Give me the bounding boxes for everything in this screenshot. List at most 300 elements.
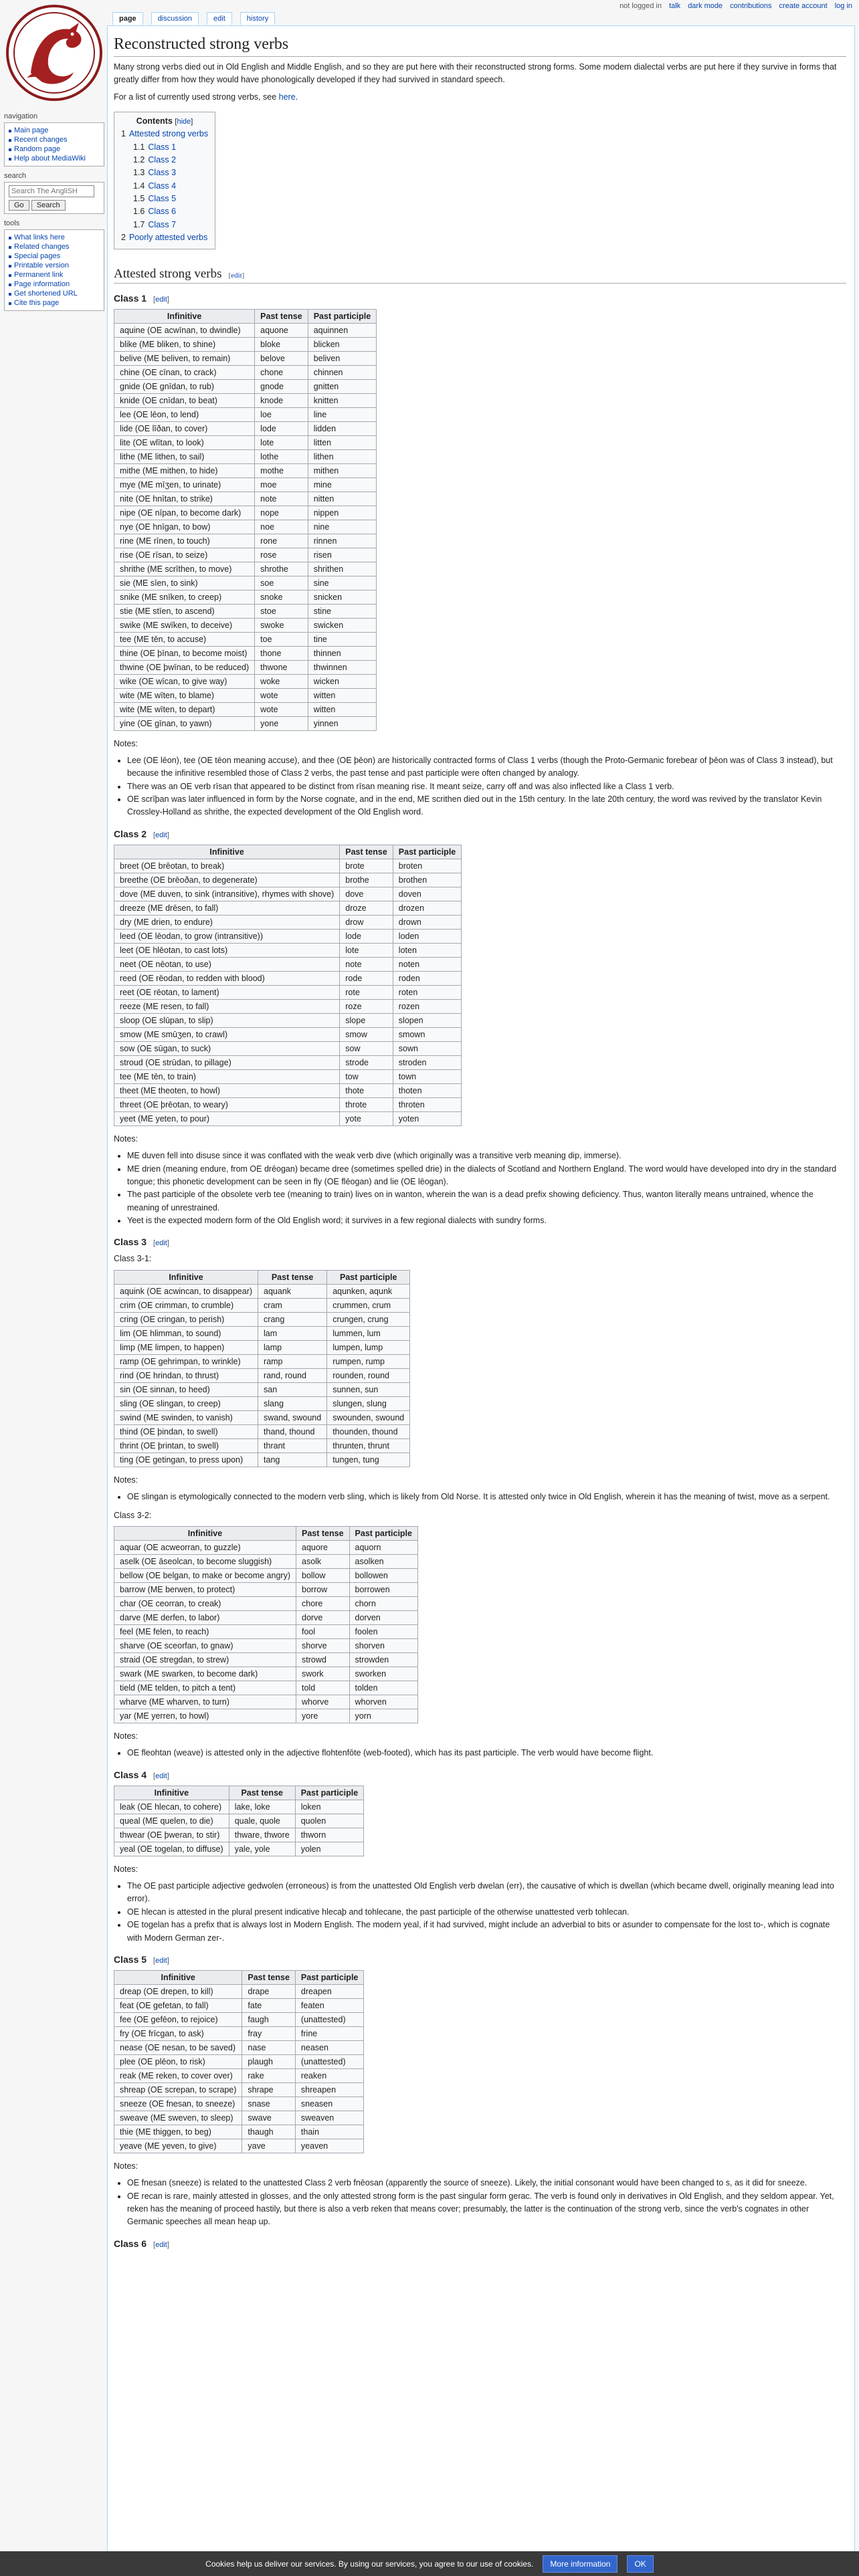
note-item: • ME duven fell into disuse since it was conflated with the weak verb dive (which originally was a transitive verb meaning dip, immerse).: [127, 1150, 846, 1162]
toc-item-label[interactable]: Attested strong verbs: [128, 129, 209, 139]
past-tense-cell: thrant: [258, 1438, 327, 1453]
infinitive-cell: stie (ME stīen, to ascend): [114, 604, 255, 618]
table-header-row: [114, 309, 377, 323]
table-row: [114, 943, 462, 957]
infinitive-cell: lithe (ME lithen, to sail): [114, 449, 255, 463]
sidebar-item-printable-version[interactable]: Printable version: [9, 261, 100, 270]
toc-item[interactable]: [121, 154, 208, 167]
toc-item-number: 1.5: [133, 194, 145, 203]
table-row: [114, 702, 377, 716]
column-header-past-participle: Past participle: [308, 309, 376, 323]
personal-tools: [619, 2, 852, 10]
page-tabs: [112, 12, 275, 25]
sidebar-item-shortened-url[interactable]: Get shortened URL: [9, 289, 100, 298]
infinitive-cell: swike (ME swīken, to deceive): [114, 618, 255, 632]
verb-table-class-4: [114, 1786, 364, 1856]
past-participle-cell: thwinnen: [308, 660, 376, 674]
edit-link[interactable]: edit: [155, 295, 167, 304]
intro-paragraph: Many strong verbs died out in Old English and Middle English, and so they are put here with their reconstructed strong forms. Some modern dialectal verbs are put here if they survive in forms that greatly differ from how they would have phonologically developed if they had survived in standard speech.: [114, 62, 837, 85]
toc-item-label[interactable]: Class 1: [148, 142, 177, 152]
past-participle-cell: sunnen, sun: [327, 1382, 410, 1396]
table-row: [114, 1083, 462, 1097]
edit-link[interactable]: edit: [155, 1239, 167, 1248]
past-participle-cell: chorn: [349, 1596, 417, 1610]
sidebar-item-page-information[interactable]: Page information: [9, 280, 100, 289]
past-tense-cell: shrothe: [255, 562, 308, 576]
infinitive-cell: nease (OE nesan, to be saved): [114, 2040, 242, 2054]
edit-link[interactable]: edit: [155, 1956, 167, 1965]
ok-button[interactable]: OK: [627, 2555, 653, 2573]
past-tense-cell: brote: [340, 859, 393, 873]
heading-class-3: Class 3 [edit]: [114, 1237, 169, 1248]
notes-label: Notes:: [114, 1475, 138, 1485]
past-participle-cell: tine: [308, 632, 376, 646]
past-participle-cell: frine: [295, 2026, 363, 2040]
infinitive-cell: char (OE ceorran, to creak): [114, 1596, 296, 1610]
infinitive-cell: wite (ME wīten, to depart): [114, 702, 255, 716]
past-tense-cell: strode: [340, 1055, 393, 1069]
past-participle-cell: aquinnen: [308, 323, 376, 337]
table-row: [114, 1596, 418, 1610]
toc-item-number: 1.3: [133, 168, 145, 178]
infinitive-cell: aquink (OE acwincan, to disappear): [114, 1284, 258, 1298]
infinitive-cell: lite (OE wlītan, to look): [114, 435, 255, 449]
search-button[interactable]: Search: [31, 200, 66, 211]
table-row: [114, 548, 377, 562]
past-tense-cell: wote: [255, 688, 308, 702]
past-participle-cell: roten: [393, 985, 461, 999]
infinitive-cell: neet (OE nēotan, to use): [114, 957, 340, 971]
column-header-past-tense: Past tense: [296, 1526, 350, 1540]
table-row: [114, 604, 377, 618]
past-tense-cell: swork: [296, 1667, 350, 1681]
table-row: [114, 2139, 364, 2153]
tab-history[interactable]: history: [240, 12, 275, 25]
past-tense-cell: yale, yole: [229, 1842, 295, 1856]
past-participle-cell: knitten: [308, 393, 376, 407]
infinitive-cell: bellow (OE belgan, to make or become angry): [114, 1568, 296, 1582]
toc-item[interactable]: [121, 180, 208, 193]
infinitive-cell: leet (OE hlēotan, to cast lots): [114, 943, 340, 957]
past-participle-cell: rinnen: [308, 534, 376, 548]
table-row: [114, 449, 377, 463]
past-participle-cell: yeaven: [295, 2139, 363, 2153]
past-tense-cell: tang: [258, 1453, 327, 1467]
verb-table-class-5: [114, 1970, 364, 2153]
past-participle-cell: beliven: [308, 351, 376, 365]
infinitive-cell: reak (ME reken, to cover over): [114, 2068, 242, 2082]
table-row: [114, 1540, 418, 1554]
note-item: • OE hlecan is attested in the plural present indicative hlecaþ and tohlecane, the past participle of the otherwise unattested verb tohlecan.: [127, 1906, 846, 1919]
infinitive-cell: aquine (OE acwīnan, to dwindle): [114, 323, 255, 337]
table-of-contents: Contents [hide] 1 Attested strong verbs 1.1 Class 1 1.2 Class 2 1.3 Class 3 1.4 Class 4 1.5 Class 5 1.6 Class 6 1.7 Class 7 2 Poorly attested verbs: [114, 112, 215, 249]
infinitive-cell: lee (OE lēon, to lend): [114, 407, 255, 421]
past-participle-cell: tolden: [349, 1681, 417, 1695]
edit-link[interactable]: edit: [231, 271, 242, 280]
table-row: [114, 1382, 410, 1396]
past-tense-cell: yore: [296, 1709, 350, 1723]
table-row: [114, 1438, 410, 1453]
table-row: [114, 1998, 364, 2012]
tab-page[interactable]: page: [112, 12, 143, 25]
infinitive-cell: snike (ME snīken, to creep): [114, 590, 255, 604]
past-participle-cell: loden: [393, 929, 461, 943]
table-row: [114, 873, 462, 887]
toc-item[interactable]: [121, 219, 208, 231]
past-tense-cell: noe: [255, 520, 308, 534]
infinitive-cell: thrint (OE þrintan, to swell): [114, 1438, 258, 1453]
infinitive-cell: nite (OE hnītan, to strike): [114, 492, 255, 506]
site-logo[interactable]: [4, 3, 104, 103]
heading-class-2: Class 2 [edit]: [114, 828, 169, 839]
table-row: [114, 576, 377, 590]
infinitive-cell: smow (ME smūʒen, to crawl): [114, 1027, 340, 1041]
past-participle-cell: loken: [295, 1800, 363, 1814]
tab-edit[interactable]: edit: [207, 12, 232, 25]
past-participle-cell: mine: [308, 477, 376, 492]
past-tense-cell: lode: [340, 929, 393, 943]
table-row: [114, 1842, 364, 1856]
table-row: [114, 674, 377, 688]
past-tense-cell: rand, round: [258, 1368, 327, 1382]
infinitive-cell: shrithe (ME scrīthen, to move): [114, 562, 255, 576]
edit-link[interactable]: edit: [155, 1772, 167, 1780]
main-content: [107, 25, 855, 2576]
past-tense-cell: fray: [242, 2026, 296, 2040]
past-participle-cell: bollowen: [349, 1568, 417, 1582]
table-row: [114, 985, 462, 999]
note-item: • OE slingan is etymologically connected to the modern verb sling, which is likely from Old Norse. It is attested only twice in Old English, wherein it has the meaning of twist, move as a serpent.: [127, 1491, 846, 1503]
toc-item-number: 1.4: [133, 181, 145, 191]
table-row: [114, 1568, 418, 1582]
table-row: [114, 421, 377, 435]
column-header-past-participle: Past participle: [295, 1970, 363, 1984]
table-row: [114, 2111, 364, 2125]
infinitive-cell: rine (ME rīnen, to touch): [114, 534, 255, 548]
toc-item-number: 1.6: [133, 207, 145, 217]
column-header-past-tense: Past tense: [242, 1970, 296, 1984]
past-tense-cell: dorve: [296, 1610, 350, 1624]
toc-item-label[interactable]: Class 3: [148, 168, 177, 178]
sidebar-item-special-pages[interactable]: Special pages: [9, 251, 100, 261]
log-in-link[interactable]: log in: [834, 2, 852, 10]
past-participle-cell: yinnen: [308, 716, 376, 730]
past-tense-cell: quale, quole: [229, 1814, 295, 1828]
infinitive-cell: dreap (OE drepen, to kill): [114, 1984, 242, 1998]
note-item: • OE recan is rare, mainly attested in glosses, and the only attested strong form is the past singular form gerac. The verb is found only in derivatives in Old English, and they seldom appear. Yet, reken has the meaning of proceed hastily, but there is also a verb reken that means cover; presumably, the latter is the continuation of the strong verb, since the verb's cognates in other Germanic speeches all mean heap up.: [127, 2190, 846, 2229]
infinitive-cell: limp (ME limpen, to happen): [114, 1340, 258, 1354]
table-row: [114, 1284, 410, 1298]
infinitive-cell: lim (OE hlimman, to sound): [114, 1326, 258, 1340]
past-participle-cell: reaken: [295, 2068, 363, 2082]
past-participle-cell: sworken: [349, 1667, 417, 1681]
past-tense-cell: aquank: [258, 1284, 327, 1298]
past-tense-cell: mothe: [255, 463, 308, 477]
table-row: [114, 1800, 364, 1814]
note-item: • There was an OE verb rīsan that appeared to be distinct from rīsan meaning rise. It meant seize, carry off and was also inflected like a Class 1 verb.: [127, 780, 846, 793]
notes-class-1: [127, 754, 846, 819]
create-account-link[interactable]: create account: [779, 2, 828, 10]
past-tense-cell: thone: [255, 646, 308, 660]
infinitive-cell: rise (OE rīsan, to seize): [114, 548, 255, 562]
infinitive-cell: sow (OE sūgan, to suck): [114, 1041, 340, 1055]
infinitive-cell: aquar (OE acweorran, to guzzle): [114, 1540, 296, 1554]
search-heading: search: [4, 172, 27, 180]
past-tense-cell: asolk: [296, 1554, 350, 1568]
past-participle-cell: thoten: [393, 1083, 461, 1097]
table-row: [114, 1069, 462, 1083]
past-participle-cell: witten: [308, 702, 376, 716]
table-row: [114, 407, 377, 421]
past-tense-cell: rake: [242, 2068, 296, 2082]
notes-class-5: [127, 2177, 846, 2229]
past-participle-cell: dorven: [349, 1610, 417, 1624]
sidebar-item-main-page[interactable]: Main page: [9, 126, 100, 135]
past-tense-cell: yote: [340, 1111, 393, 1125]
tab-discussion[interactable]: discussion: [151, 12, 199, 25]
past-participle-cell: asolken: [349, 1554, 417, 1568]
notes-class-2: [127, 1150, 846, 1227]
infinitive-cell: wike (OE wīcan, to give way): [114, 674, 255, 688]
past-tense-cell: thaugh: [242, 2125, 296, 2139]
column-header-infinitive: Infinitive: [114, 1526, 296, 1540]
infinitive-cell: fee (OE gefēon, to rejoice): [114, 2012, 242, 2026]
past-participle-cell: wicken: [308, 674, 376, 688]
past-participle-cell: strowden: [349, 1652, 417, 1667]
table-row: [114, 351, 377, 365]
infinitive-cell: sie (ME sīen, to sink): [114, 576, 255, 590]
column-header-infinitive: Infinitive: [114, 1786, 229, 1800]
infinitive-cell: reeze (ME resen, to fall): [114, 999, 340, 1013]
infinitive-cell: queal (ME quelen, to die): [114, 1814, 229, 1828]
more-information-button[interactable]: More information: [543, 2555, 617, 2573]
infinitive-cell: plee (OE plēon, to risk): [114, 2054, 242, 2068]
toc-item[interactable]: [121, 141, 208, 154]
infinitive-cell: lide (OE līðan, to cover): [114, 421, 255, 435]
infinitive-cell: nye (OE hnīgan, to bow): [114, 520, 255, 534]
past-participle-cell: chinnen: [308, 365, 376, 379]
dark-mode-link[interactable]: dark mode: [688, 2, 723, 10]
table-row: [114, 1667, 418, 1681]
edit-link[interactable]: edit: [155, 2240, 167, 2249]
verb-table-class-3-1: [114, 1270, 410, 1467]
toc-item[interactable]: [121, 193, 208, 205]
past-tense-cell: san: [258, 1382, 327, 1396]
past-tense-cell: told: [296, 1681, 350, 1695]
past-participle-cell: (unattested): [295, 2012, 363, 2026]
column-header-past-tense: Past tense: [340, 845, 393, 859]
table-row: [114, 379, 377, 393]
notes-class-3-2: [127, 1747, 846, 1759]
table-row: [114, 1396, 410, 1410]
past-participle-cell: witten: [308, 688, 376, 702]
past-participle-cell: smown: [393, 1027, 461, 1041]
toc-item-number: 1: [121, 129, 126, 139]
note-item: • OE fnesan (sneeze) is related to the unattested Class 2 verb fnēosan (apparently the source of sneeze). Likely, the initial consonant would have been changed to s, as it did for sneeze.: [127, 2177, 846, 2189]
table-row: [114, 1298, 410, 1312]
infinitive-cell: sweave (ME sweven, to sleep): [114, 2111, 242, 2125]
past-tense-cell: rone: [255, 534, 308, 548]
past-participle-cell: lidden: [308, 421, 376, 435]
toc-item-label[interactable]: Class 5: [148, 194, 177, 203]
infinitive-cell: breethe (OE brēoðan, to degenerate): [114, 873, 340, 887]
table-row: [114, 365, 377, 379]
toc-item[interactable]: [121, 205, 208, 218]
column-header-past-tense: Past tense: [229, 1786, 295, 1800]
infinitive-cell: stroud (OE strūdan, to pillage): [114, 1055, 340, 1069]
past-tense-cell: brothe: [340, 873, 393, 887]
table-row: [114, 1027, 462, 1041]
past-participle-cell: lithen: [308, 449, 376, 463]
table-row: [114, 716, 377, 730]
past-tense-cell: throte: [340, 1097, 393, 1111]
notes-label: Notes:: [114, 1731, 138, 1741]
toc-item-label[interactable]: Class 6: [148, 207, 177, 217]
table-row: [114, 562, 377, 576]
table-row: [114, 337, 377, 351]
past-tense-cell: plaugh: [242, 2054, 296, 2068]
past-participle-cell: (unattested): [295, 2054, 363, 2068]
table-row: [114, 435, 377, 449]
table-row: [114, 1582, 418, 1596]
here-link[interactable]: here: [278, 92, 296, 102]
past-participle-cell: yolen: [295, 1842, 363, 1856]
past-tense-cell: wote: [255, 702, 308, 716]
past-tense-cell: bollow: [296, 1568, 350, 1582]
table-row: [114, 901, 462, 915]
go-button[interactable]: Go: [9, 200, 29, 211]
past-participle-cell: thinnen: [308, 646, 376, 660]
past-tense-cell: tow: [340, 1069, 393, 1083]
table-row: [114, 2082, 364, 2097]
toc-item[interactable]: [121, 167, 208, 179]
sidebar-item-permanent-link[interactable]: Permanent link: [9, 270, 100, 280]
toc-item-label[interactable]: Poorly attested verbs: [128, 233, 208, 243]
infinitive-cell: breet (OE brēotan, to break): [114, 859, 340, 873]
past-participle-cell: town: [393, 1069, 461, 1083]
verb-table-class-2: [114, 845, 462, 1126]
infinitive-cell: rind (OE hrindan, to thrust): [114, 1368, 258, 1382]
infinitive-cell: chine (OE cīnan, to crack): [114, 365, 255, 379]
past-participle-cell: tungen, tung: [327, 1453, 410, 1467]
toc-item-number: 1.2: [133, 154, 145, 165]
page-title: Reconstructed strong verbs: [114, 35, 846, 57]
table-row: [114, 1041, 462, 1055]
past-participle-cell: thrunten, thrunt: [327, 1438, 410, 1453]
toc-item-label[interactable]: Class 4: [148, 181, 177, 191]
toc-item[interactable]: [121, 231, 208, 244]
edit-link[interactable]: edit: [155, 831, 167, 839]
past-tense-cell: swand, swound: [258, 1410, 327, 1424]
infinitive-cell: wite (ME wīten, to blame): [114, 688, 255, 702]
past-tense-cell: loe: [255, 407, 308, 421]
infinitive-cell: dry (ME drien, to endure): [114, 915, 340, 929]
sidebar-item-help[interactable]: Help about MediaWiki: [9, 154, 100, 163]
past-tense-cell: snase: [242, 2097, 296, 2111]
past-tense-cell: sow: [340, 1041, 393, 1055]
contributions-link[interactable]: contributions: [730, 2, 772, 10]
column-header-infinitive: Infinitive: [114, 309, 255, 323]
toc-hide-link[interactable]: hide: [177, 118, 191, 126]
infinitive-cell: ramp (OE gehrimpan, to wrinkle): [114, 1354, 258, 1368]
past-tense-cell: strowd: [296, 1652, 350, 1667]
past-participle-cell: whorven: [349, 1695, 417, 1709]
infinitive-cell: fry (OE frīcgan, to ask): [114, 2026, 242, 2040]
past-tense-cell: gnode: [255, 379, 308, 393]
infinitive-cell: tee (ME tēn, to train): [114, 1069, 340, 1083]
column-header-infinitive: Infinitive: [114, 845, 340, 859]
past-tense-cell: swoke: [255, 618, 308, 632]
past-tense-cell: shorve: [296, 1638, 350, 1652]
infinitive-cell: belive (ME beliven, to remain): [114, 351, 255, 365]
sidebar-item-recent-changes[interactable]: Recent changes: [9, 135, 100, 144]
table-header-row: [114, 845, 462, 859]
past-participle-cell: rounden, round: [327, 1368, 410, 1382]
past-participle-cell: sweaven: [295, 2111, 363, 2125]
past-tense-cell: nope: [255, 506, 308, 520]
infinitive-cell: leed (OE lēodan, to grow (intransitive)): [114, 929, 340, 943]
toc-item[interactable]: [121, 128, 208, 140]
infinitive-cell: barrow (ME berwen, to protect): [114, 1582, 296, 1596]
past-participle-cell: drown: [393, 915, 461, 929]
toc-item-label[interactable]: Class 7: [148, 219, 177, 229]
verb-table-class-3-2: [114, 1526, 418, 1723]
dragon-logo-icon: [4, 3, 104, 103]
past-participle-cell: sneasen: [295, 2097, 363, 2111]
column-header-past-tense: Past tense: [258, 1270, 327, 1284]
sidebar-item-cite-page[interactable]: Cite this page: [9, 298, 100, 308]
table-row: [114, 2040, 364, 2054]
table-row: [114, 1681, 418, 1695]
past-tense-cell: soe: [255, 576, 308, 590]
past-tense-cell: smow: [340, 1027, 393, 1041]
past-participle-cell: yorn: [349, 1709, 417, 1723]
past-participle-cell: litten: [308, 435, 376, 449]
table-row: [114, 1340, 410, 1354]
past-participle-cell: mithen: [308, 463, 376, 477]
search-input[interactable]: [9, 185, 94, 197]
infinitive-cell: ting (OE getingan, to press upon): [114, 1453, 258, 1467]
toc-item-label[interactable]: Class 2: [148, 154, 177, 165]
past-tense-cell: moe: [255, 477, 308, 492]
past-tense-cell: lake, loke: [229, 1800, 295, 1814]
table-row: [114, 590, 377, 604]
past-participle-cell: shrithen: [308, 562, 376, 576]
talk-link[interactable]: talk: [669, 2, 681, 10]
note-item: • Lee (OE lēon), tee (OE tēon meaning accuse), and thee (OE þēon) are historically contracted forms of Class 1 verbs (though the Proto-Germanic forebear of þēon was of Class 3 instead), but because the infinitive resembled those of Class 2 verbs, the past tense and past participle were often changed by analogy.: [127, 754, 846, 780]
past-tense-cell: thware, thwore: [229, 1828, 295, 1842]
infinitive-cell: wharve (ME wharven, to turn): [114, 1695, 296, 1709]
past-tense-cell: drape: [242, 1984, 296, 1998]
verb-table-class-1: [114, 309, 377, 731]
toc-item-number: 1.7: [133, 219, 145, 229]
past-tense-cell: dove: [340, 887, 393, 901]
sidebar-item-what-links-here[interactable]: What links here: [9, 233, 100, 242]
table-row: [114, 859, 462, 873]
past-participle-cell: stine: [308, 604, 376, 618]
past-tense-cell: borrow: [296, 1582, 350, 1596]
notes-label: Notes:: [114, 2161, 138, 2171]
sidebar-item-related-changes[interactable]: Related changes: [9, 242, 100, 251]
column-header-past-participle: Past participle: [295, 1786, 363, 1800]
table-row: [114, 915, 462, 929]
past-tense-cell: faugh: [242, 2012, 296, 2026]
past-participle-cell: featen: [295, 1998, 363, 2012]
table-row: [114, 1312, 410, 1326]
past-participle-cell: nippen: [308, 506, 376, 520]
sidebar-item-random-page[interactable]: Random page: [9, 144, 100, 154]
past-tense-cell: thwone: [255, 660, 308, 674]
